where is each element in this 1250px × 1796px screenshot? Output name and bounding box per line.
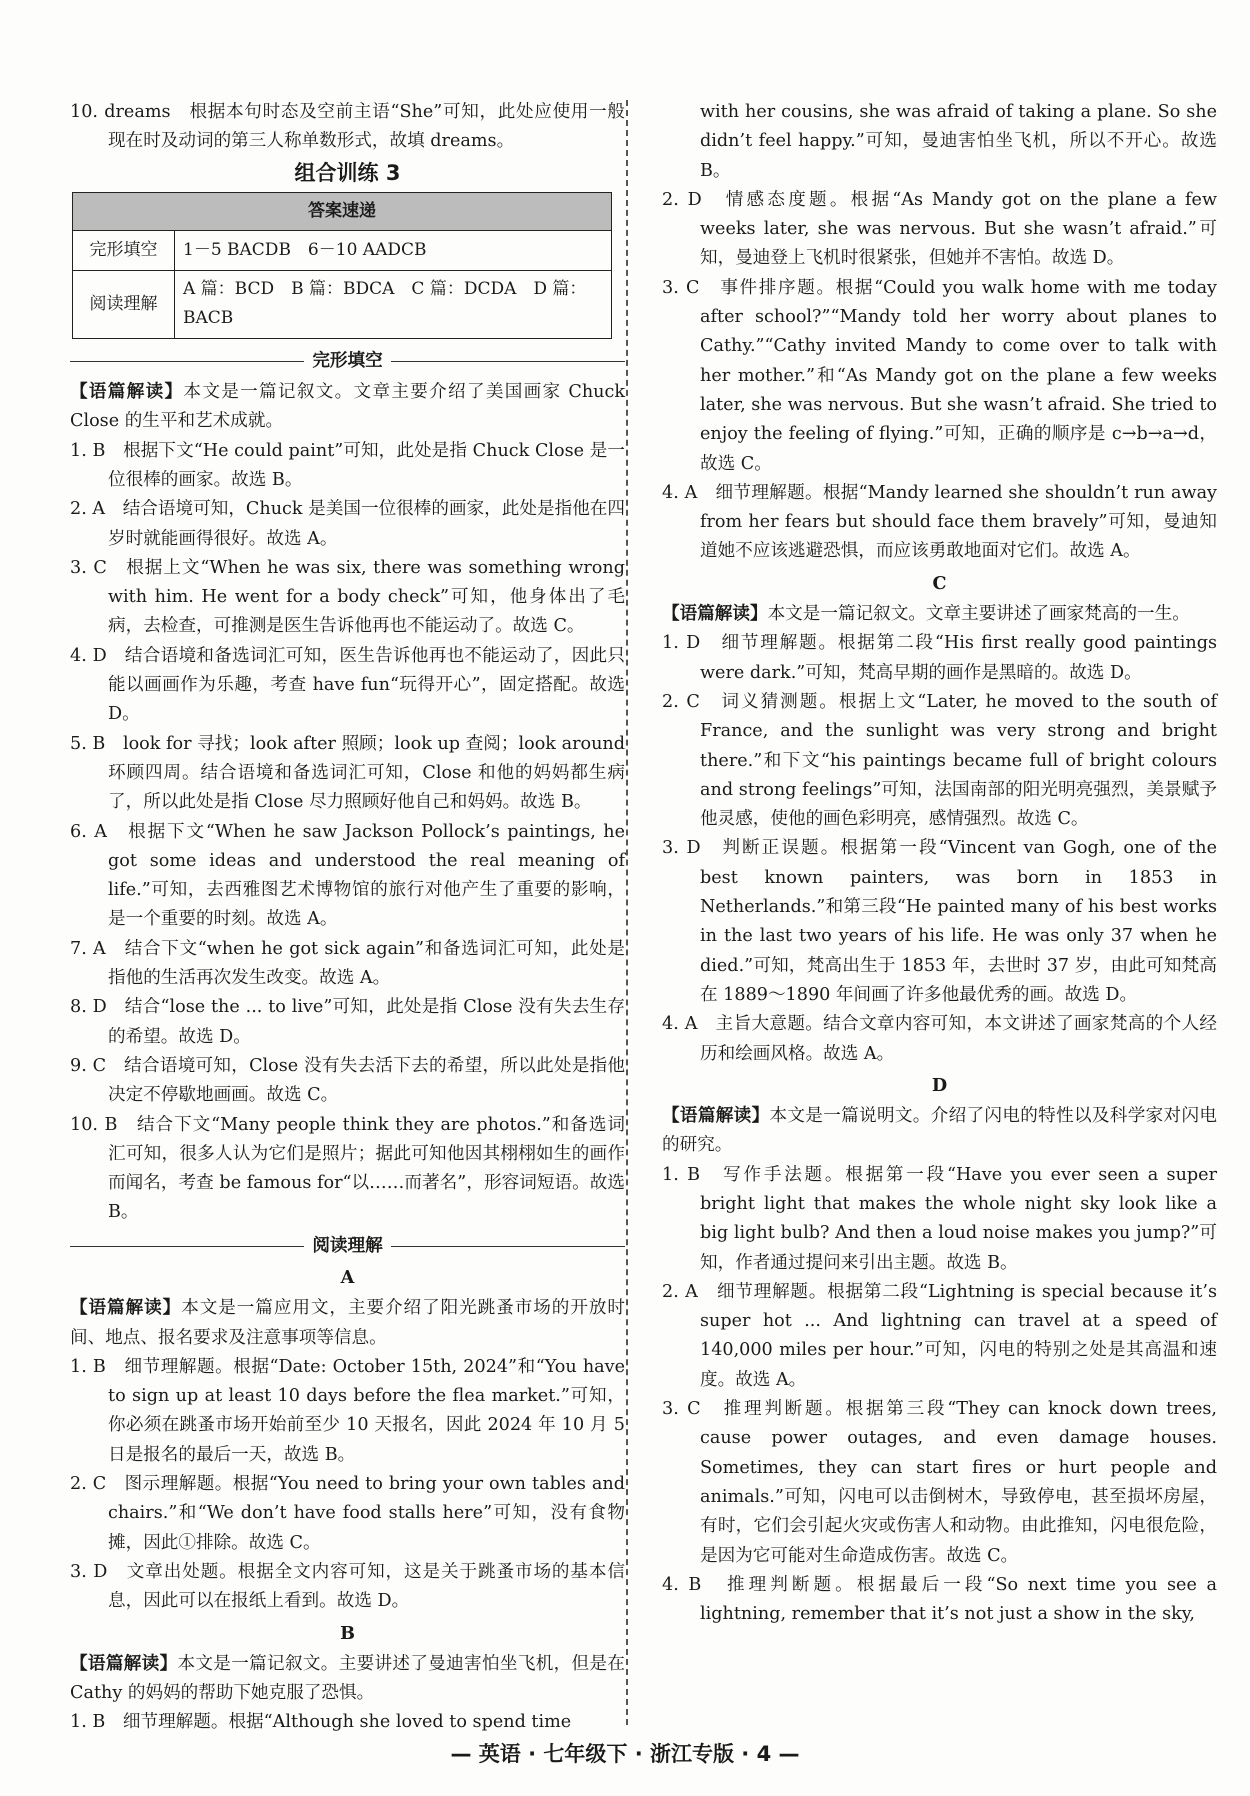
passage-d-intro: 【语篇解读】本文是一篇说明文。介绍了闪电的特性以及科学家对闪电的研究。 (662, 1106, 1217, 1156)
cloze-item: 10. B 结合下文“Many people think they are photos.”和备选词汇可知，很多人认为它们是照片；据此可知他因其栩栩如生的画作而闻名，考查 be famous for“以……而著名”，形容词短语。故选 B。 (70, 1114, 625, 1223)
passage-b-item: 3. C 事件排序题。根据“Could you walk home with me today after school?”“Mandy told her worry about planes to Cathy.”“Cathy invited Mandy to come over to talk with her mother.”和“As Mandy got on the plane a few weeks later, she was nervous. But she wasn’t afraid. She tried to enjoy the feeling of flying.”可知，正确的顺序是 c→b→a→d，故选 C。 (662, 277, 1217, 474)
passage-a-item: 3. D 文章出处题。根据全文内容可知，这是关于跳蚤市场的基本信息，因此可以在报纸上看到。故选 D。 (70, 1561, 625, 1612)
passage-a-letter: A (340, 1266, 355, 1288)
passage-c-item: 1. D 细节理解题。根据第二段“His first really good paintings were dark.”可知，梵高早期的画作是黑暗的。故选 D。 (662, 633, 1217, 683)
passage-b-item: 1. B 细节理解题。根据“Although she loved to spend time (70, 1712, 572, 1733)
cloze-intro: 【语篇解读】本文是一篇记叙文。文章主要介绍了美国画家 Chuck Close 的生平和艺术成就。 (70, 382, 625, 432)
passage-d-item: 3. C 推理判断题。根据第三段“They can knock down trees, cause power outages, and even damage houses. Sometimes, they can start fires or hurt people and animals.”可知，闪电可以击倒树木，导致停电，甚至损坏房屋，有时，它们会引起火灾或伤害人和动物。由此推知，闪电很危险，是因为它可能对生命造成伤害。故选 C。 (662, 1399, 1217, 1566)
passage-d-letter: D (931, 1074, 948, 1096)
section-title: 组合训练 3 (294, 160, 401, 185)
answer-label-cloze: 完形填空 (73, 231, 175, 271)
passage-d-item: 2. A 细节理解题。根据第二段“Lightning is special because it’s super hot ... And lightning can travel at a speed of 140,000 miles per hour.”可知，闪电的特别之处是其高温和速度。故选 A。 (662, 1281, 1217, 1390)
passage-b-letter: B (340, 1622, 355, 1644)
cloze-item: 4. D 结合语境和备选词汇可知，医生告诉他再也不能运动了，因此只能以画画作为乐趣，考查 have fun“玩得开心”，固定搭配。故选 D。 (70, 645, 625, 725)
cloze-item: 2. A 结合语境可知，Chuck 是美国一位很棒的画家，此处是指他在四岁时就能画得很好。故选 A。 (70, 499, 625, 549)
cloze-item: 8. D 结合“lose the ... to live”可知，此处是指 Close 没有失去生存的希望。故选 D。 (70, 997, 625, 1047)
passage-c-intro: 【语篇解读】本文是一篇记叙文。文章主要讲述了画家梵高的一生。 (662, 604, 1190, 625)
reading-heading: 阅读理解 (70, 1232, 625, 1261)
passage-a-item: 1. B 细节理解题。根据“Date: October 15th, 2024”和“You have to sign up at least 10 days before the flea market.”可知，你必须在跳蚤市场开始前至少 10 天报名，因此 2024 年 10 月 5 日是报名的最后一天，故选 B。 (70, 1356, 625, 1465)
passage-b-intro: 【语篇解读】本文是一篇记叙文。主要讲述了曼迪害怕坐飞机，但是在 Cathy 的妈妈的帮助下她克服了恐惧。 (70, 1653, 625, 1704)
page-footer: — 英语 · 七年级下 · 浙江专版 · 4 — (450, 1742, 800, 1766)
passage-d-item: 4. B 推理判断题。根据最后一段“So next time you see a lightning, remember that it’s not just a show in the sky, (662, 1574, 1217, 1625)
passage-a-intro: 【语篇解读】本文是一篇应用文，主要介绍了阳光跳蚤市场的开放时间、地点、报名要求及注意事项等信息。 (70, 1298, 625, 1348)
cloze-item: 3. C 根据上文“When he was six, there was something wrong with him. He went for a body check”可知，他身体出了毛病，去检查，可推测是医生告诉他再也不能运动了。故选 C。 (70, 557, 625, 637)
passage-c-item: 4. A 主旨大意题。结合文章内容可知，本文讲述了画家梵高的个人经历和绘画风格。故选 A。 (662, 1014, 1217, 1064)
passage-b-item-cont: with her cousins, she was afraid of taking a plane. So she didn’t feel happy.”可知，曼迪害怕坐飞机，所以不开心。故选 B。 (700, 102, 1217, 181)
passage-b-item: 4. A 细节理解题。根据“Mandy learned she shouldn’t run away from her fears but should face them bravely”可知，曼迪知道她不应该逃避恐惧，而应该勇敢地面对它们。故选 A。 (662, 482, 1217, 562)
left-column (70, 98, 625, 1738)
passage-d-item: 1. B 写作手法题。根据第一段“Have you ever seen a super bright light that makes the whole night sky look like a big light bulb? And then a loud noise makes you jump?”可知，作者通过提问来引出主题。故选 B。 (662, 1164, 1217, 1273)
cloze-item: 1. B 根据下文“He could paint”可知，此处是指 Chuck Close 是一位很棒的画家。故选 B。 (70, 440, 625, 490)
answer-value-reading: A 篇：BCD B 篇：BDCA C 篇：DCDA D 篇：BACB (175, 271, 612, 339)
answer-table-header: 答案速递 (73, 192, 612, 230)
cloze-item: 9. C 结合语境可知，Close 没有失去活下去的希望，所以此处是指他决定不停歇地画画。故选 C。 (70, 1055, 625, 1106)
cloze-heading: 完形填空 (70, 347, 625, 376)
answer-value-cloze: 1－5 BACDB 6－10 AADCB (175, 231, 612, 271)
right-column (662, 98, 1217, 1629)
cloze-item: 7. A 结合下文“when he got sick again”和备选词汇可知，此处是指他的生活再次发生改变。故选 A。 (70, 938, 625, 989)
cloze-item: 5. B look for 寻找；look after 照顾；look up 查阅；look around 环顾四周。结合语境和备选词汇可知，Close 和他的妈妈都生病了，所以此处是指 Close 尽力照顾好他自己和妈妈。故选 B。 (70, 733, 625, 813)
cloze-item: 6. A 根据下文“When he saw Jackson Pollock’s paintings, he got some ideas and understood the real meaning of life.”可知，去西雅图艺术博物馆的旅行对他产生了重要的影响，是一个重要的时刻。故选 A。 (70, 821, 625, 930)
column-divider (626, 100, 628, 1725)
passage-c-item: 2. C 词义猜测题。根据上文“Later, he moved to the south of France, and the sunlight was very strong and bright there.”和下文“his paintings became full of bright colours and strong feelings”可知，法国南部的阳光明亮强烈，美景赋予他灵感，使他的画色彩明亮，感情强烈。故选 C。 (662, 691, 1217, 830)
answer-table (72, 192, 612, 339)
answer-label-reading: 阅读理解 (73, 271, 175, 339)
passage-c-letter: C (932, 572, 947, 594)
passage-b-item: 2. D 情感态度题。根据“As Mandy got on the plane a few weeks later, she was nervous. But she wasn’t afraid.”可知，曼迪登上飞机时很紧张，但她并不害怕。故选 D。 (662, 189, 1217, 269)
passage-c-item: 3. D 判断正误题。根据第一段“Vincent van Gogh, one of the best known painters, was born in 1853 in Netherlands.”和第三段“He painted many of his best works in the last two years of his life. He was only 37 when he died.”可知，梵高出生于 1853 年，去世时 37 岁，由此可知梵高在 1889～1890 年间画了许多他最优秀的画。故选 D。 (662, 838, 1217, 1005)
passage-a-item: 2. C 图示理解题。根据“You need to bring your own tables and chairs.”和“We don’t have food stalls here”可知，没有食物摊，因此①排除。故选 C。 (70, 1474, 625, 1553)
intro-item: 10. dreams 根据本句时态及空前主语“She”可知，此处应使用一般现在时及动词的第三人称单数形式，故填 dreams。 (70, 102, 625, 152)
